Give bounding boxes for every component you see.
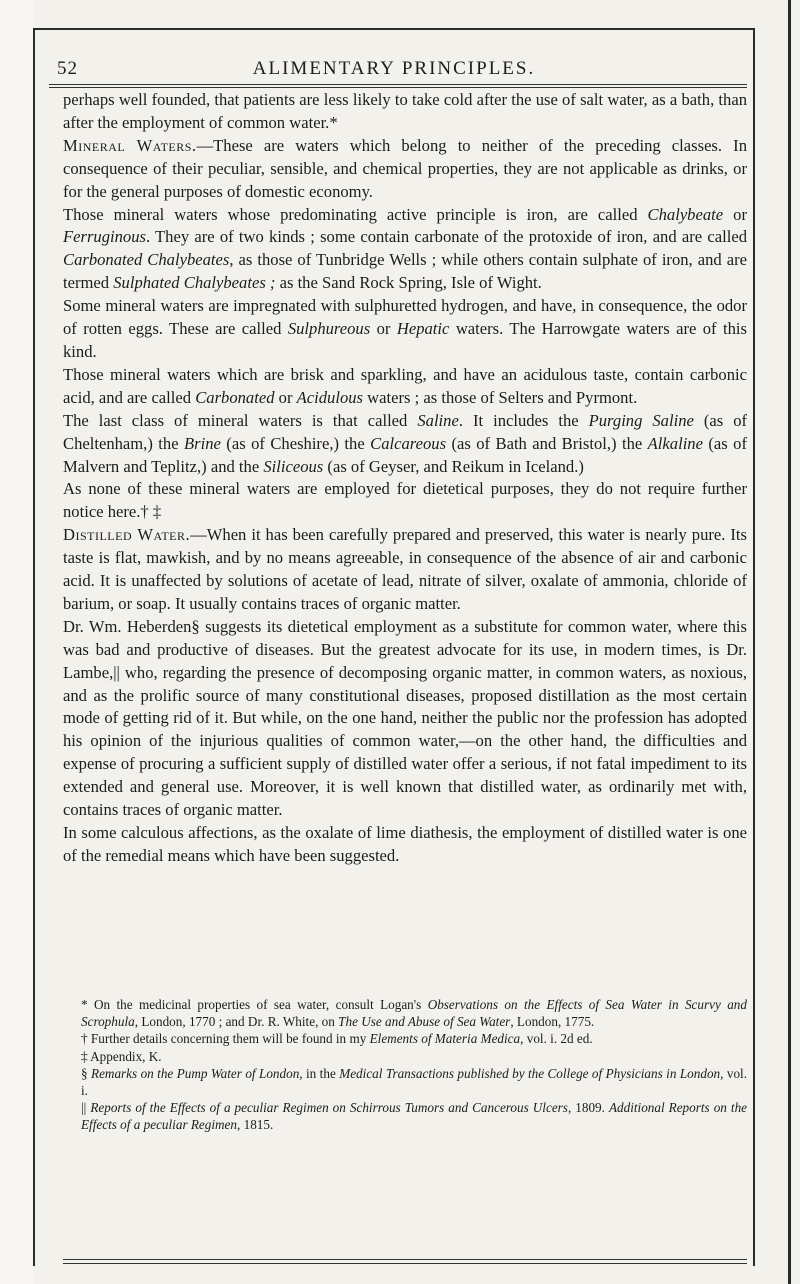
paragraph: [63, 89, 747, 135]
italic-text: Acidulous: [296, 387, 364, 407]
text-run: In some calculous affections, as the oxalate of lime diathesis, the employment of distilled water is one of the remedial means which have been suggested.: [63, 823, 747, 865]
footnote: [63, 1048, 747, 1065]
text-run: (as of Cheshire,) the: [220, 433, 371, 453]
italic-text: Carbonated: [195, 387, 275, 407]
paragraph: [63, 204, 747, 296]
page-edge: [788, 0, 791, 1284]
italic-text: Brine: [184, 433, 221, 453]
footnote: [63, 996, 747, 1030]
text-run: , London, 1770 ; and Dr. R. White, on: [134, 1014, 339, 1030]
footer-rule: [63, 1263, 747, 1264]
italic-text: Hepatic: [396, 319, 450, 339]
text-run: * On the medicinal properties of sea water, consult Logan's: [81, 997, 428, 1012]
text-run: (as of Cheltenham,) the: [63, 410, 748, 453]
page-header: [35, 36, 753, 90]
italic-text: Additional Reports on the Effects of a peculiar Regimen: [81, 1100, 748, 1133]
italic-text: Medical Transactions published by the College of Physicians in London: [339, 1065, 721, 1081]
main-text: [63, 89, 747, 868]
italic-text: Elements of Materia Medica: [369, 1031, 521, 1047]
paragraph: [63, 410, 747, 479]
text-run: . They are of two kinds ; some contain carbonate of the protoxide of iron, and are called: [145, 227, 747, 247]
paragraph: [63, 478, 747, 524]
text-run: , vol. i.: [81, 1065, 748, 1099]
text-run: —These are waters which belong to neither of the preceding classes. In consequence of their peculiar, sensible, and chemical properties, they are not applicable as drinks, or for the general purposes of domestic economy.: [63, 135, 747, 201]
header-rule: [49, 84, 747, 85]
text-run: , 1815.: [237, 1117, 274, 1133]
italic-text: Alkaline: [647, 433, 703, 453]
italic-text: Sulphated Chalybeates ;: [113, 273, 276, 293]
text-run: Dr. Wm. Heberden§ suggests its dietetical employment as a substitute for common water, where this was bad and productive of diseases. But the greatest advocate for its use, in modern times, is Dr. Lambe,|| who, regarding the presence of decomposing organic matter, in common waters, as noxious, and as the prolific source of many constitutional diseases, proposed distillation as the most certain mode of getting rid of it. But while, on the one hand, neither the public nor the profession has adopted his opinion of the injurious qualities of common water,—on the other hand, the difficulties and expense of procuring a sufficient supply of distilled water offer a serious, if not fatal impediment to its extended and general use. Moreover, it is well known that distilled water, as ordinarily met with, contains traces of organic matter.: [63, 616, 747, 820]
text-run: The last class of mineral waters is that called: [63, 410, 418, 430]
text-run: or: [370, 319, 397, 339]
text-run: Those mineral waters which are brisk and sparkling, and have an acidulous taste, contain carbonic acid, and are called: [63, 364, 747, 407]
italic-text: Sulphureous: [287, 319, 371, 339]
italic-text: Carbonated Chalybeates: [63, 250, 230, 270]
footnote: [63, 1030, 747, 1047]
page-number: 52: [57, 58, 78, 79]
footer-rule: [63, 1259, 747, 1260]
italic-text: Reports of the Effects of a peculiar Regimen on Schirrous Tumors and Cancerous Ulcers: [90, 1100, 568, 1116]
header-rule: [49, 87, 747, 88]
page-margin: [0, 0, 34, 1284]
italic-text: Saline: [417, 410, 459, 430]
italic-text: Observations on the Effects of Sea Water in Scurvy and Scrophula: [81, 997, 747, 1030]
text-run: ‡ Appendix, K.: [81, 1048, 162, 1064]
text-run: , as those of Tunbridge Wells ; while others contain sulphate of iron, and are termed: [63, 250, 747, 293]
section-heading: Distilled Water.: [63, 525, 191, 545]
italic-text: Ferruginous: [63, 227, 146, 247]
italic-text: Calcareous: [370, 433, 447, 453]
text-run: , vol. i. 2d ed.: [520, 1031, 593, 1047]
text-run: Those mineral waters whose predominating active principle is iron, are called: [63, 204, 648, 224]
italic-text: Remarks on the Pump Water of London: [91, 1065, 300, 1081]
text-run: As none of these mineral waters are employed for dietetical purposes, they do not require further notice here.† ‡: [63, 479, 747, 522]
footnote: [63, 1065, 747, 1099]
italic-text: Purging Saline: [588, 410, 694, 430]
text-run: . It includes the: [458, 410, 589, 430]
text-run: §: [81, 1065, 92, 1081]
text-run: waters. The Harrowgate waters are of this kind.: [63, 319, 747, 361]
paragraph: [63, 364, 747, 410]
italic-text: The Use and Abuse of Sea Water: [338, 1014, 511, 1030]
paragraph: [63, 616, 747, 822]
running-title: ALIMENTARY PRINCIPLES.: [252, 58, 536, 79]
italic-text: Siliceous: [263, 456, 324, 476]
text-run: as the Sand Rock Spring, Isle of Wight.: [275, 273, 542, 293]
footnote: [63, 1099, 747, 1133]
text-run: waters ; as those of Selters and Pyrmont.: [363, 387, 638, 407]
text-run: or: [723, 204, 747, 224]
paragraph: [63, 135, 747, 204]
text-run: , 1809.: [567, 1100, 609, 1116]
text-run: ||: [81, 1100, 91, 1116]
text-run: perhaps well founded, that patients are less likely to take cold after the use of salt water, as a bath, than after the employment of common water.*: [63, 90, 747, 132]
book-page: [33, 28, 755, 1266]
text-run: , in the: [299, 1065, 340, 1081]
paragraph: [63, 295, 747, 364]
text-run: or: [274, 387, 297, 407]
text-run: (as of Malvern and Teplitz,) and the: [63, 433, 748, 476]
paragraph: [63, 524, 747, 616]
text-run: , London, 1775.: [510, 1014, 595, 1030]
text-run: —When it has been carefully prepared and preserved, this water is nearly pure. Its taste is flat, mawkish, and by no means agreeable, in consequence of the absence of air and carbonic acid. It is unaffected by solutions of acetate of lead, nitrate of silver, oxalate of ammonia, chloride of barium, or soap. It usually contains traces of organic matter.: [63, 525, 747, 613]
text-run: Some mineral waters are impregnated with sulphuretted hydrogen, and have, in consequence, the odor of rotten eggs. These are called: [63, 296, 747, 339]
text-run: † Further details concerning them will be found in my: [81, 1031, 370, 1047]
footnotes: [63, 996, 747, 1134]
paragraph: [63, 822, 747, 868]
text-run: (as of Bath and Bristol,) the: [446, 433, 648, 453]
italic-text: Chalybeate: [647, 204, 724, 224]
section-heading: Mineral Waters.: [63, 135, 197, 155]
text-run: (as of Geyser, and Reikum in Iceland.): [323, 456, 584, 476]
